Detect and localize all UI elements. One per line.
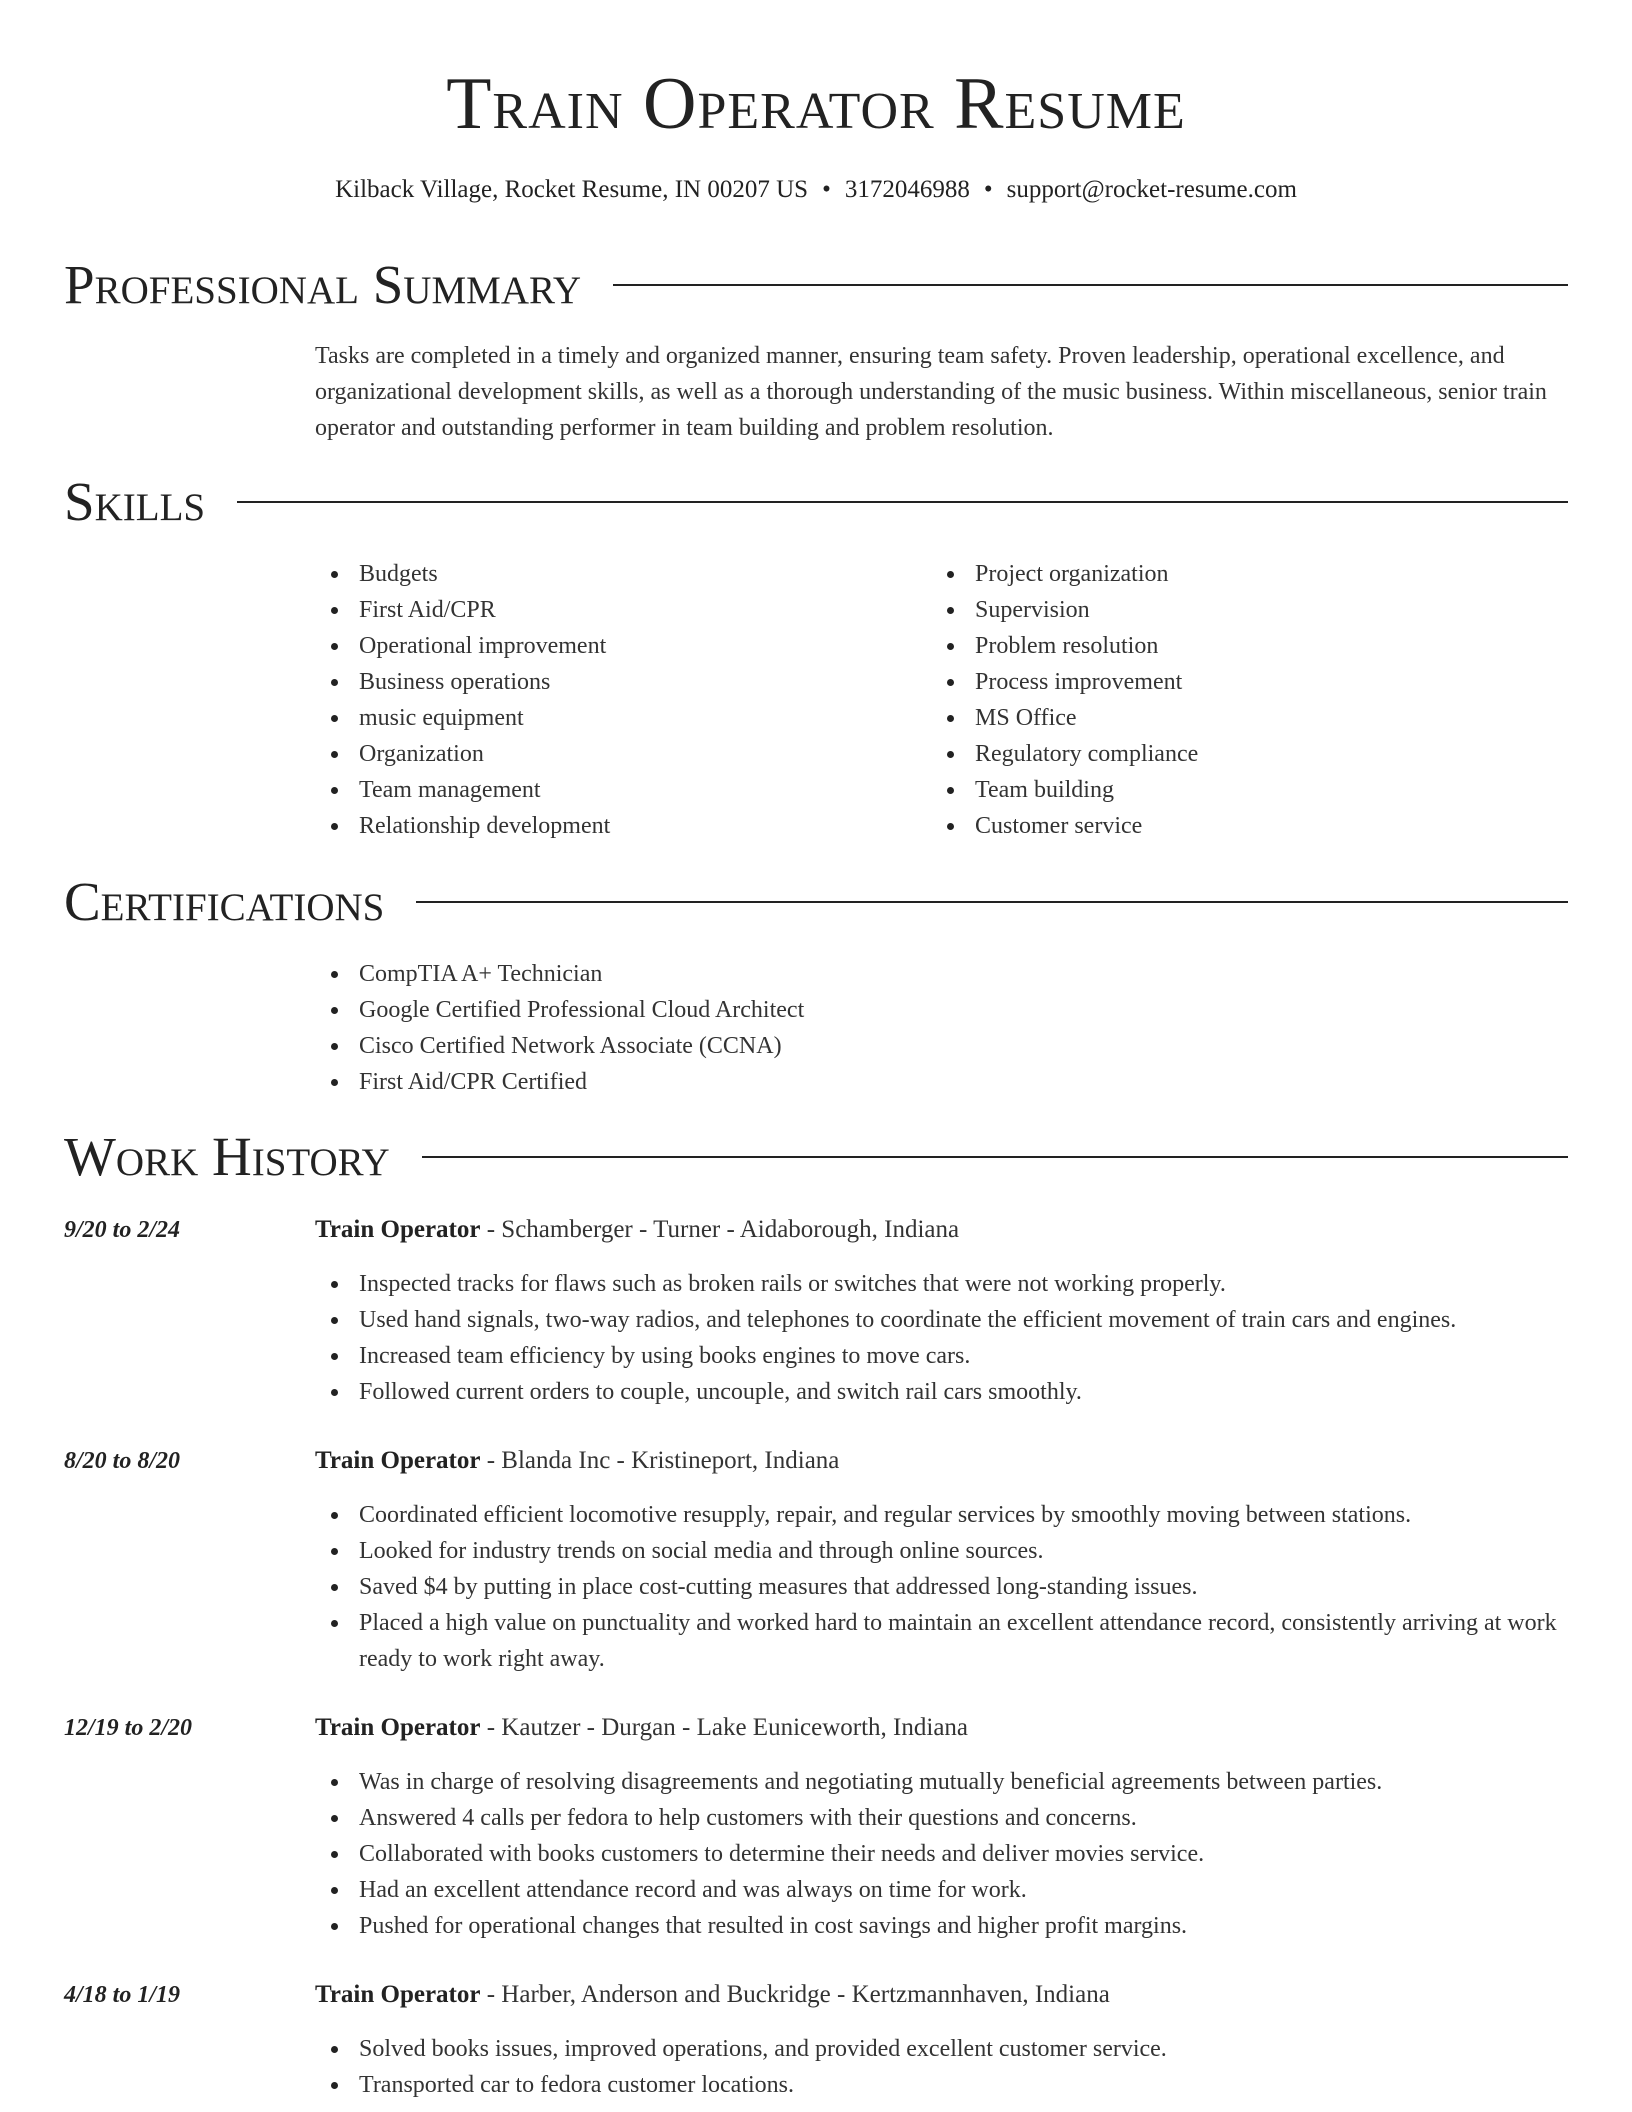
job-heading	[315, 1710, 968, 1746]
skill-item: Supervision	[931, 592, 1198, 628]
job-title: Train Operator	[315, 1447, 481, 1474]
job-company: - Blanda Inc - Kristineport, Indiana	[480, 1447, 840, 1474]
certification-item: First Aid/CPR Certified	[315, 1064, 804, 1100]
section-divider	[416, 901, 1568, 903]
contact-line	[0, 174, 1632, 206]
section-title-summary: Professional Summary	[64, 254, 582, 315]
job-company: - Schamberger - Turner - Aidaborough, Indiana	[480, 1216, 960, 1243]
skill-item: Team building	[931, 772, 1198, 808]
job-bullet: Was in charge of resolving disagreements and negotiating mutually beneficial agreements between parties.	[315, 1764, 1570, 1800]
job-bullet: Saved $4 by putting in place cost-cutting measures that addressed long-standing issues.	[315, 1569, 1570, 1605]
skill-item: Problem resolution	[931, 628, 1198, 664]
job-heading	[315, 1212, 959, 1248]
job-bullets	[315, 1497, 1570, 1677]
skill-item: First Aid/CPR	[315, 592, 610, 628]
address-text: Kilback Village, Rocket Resume, IN 00207 US	[335, 176, 809, 203]
summary-text: Tasks are completed in a timely and organized manner, ensuring team safety. Proven leadership, operational excellence, and organizational development skills, as well as a thorough understanding of the music business. Within miscellaneous, senior train operator and outstanding performer in team building and problem resolution.	[315, 343, 1547, 441]
email-text: support@rocket-resume.com	[1006, 176, 1297, 203]
contact-separator: •	[983, 176, 993, 203]
job-dates: 8/20 to 8/20	[64, 1448, 181, 1474]
skills-list-right	[931, 556, 1198, 844]
section-title-certifications: Certifications	[64, 871, 385, 932]
certifications-section-header	[64, 870, 1568, 934]
section-divider	[422, 1156, 1568, 1158]
job-bullet: Transported car to fedora customer locations.	[315, 2067, 1570, 2103]
job-bullet: Coordinated efficient locomotive resupply, repair, and regular services by smoothly moving between stations.	[315, 1497, 1570, 1533]
job-bullets	[315, 1764, 1570, 1944]
summary-section-header	[64, 253, 1568, 317]
job-bullets	[315, 1266, 1570, 1410]
job-bullet: Placed a high value on punctuality and worked hard to maintain an excellent attendance record, consistently arriving at work ready to work right away.	[315, 1605, 1570, 1677]
job-company: - Harber, Anderson and Buckridge - Kertzmannhaven, Indiana	[480, 1981, 1110, 2008]
certification-item: Cisco Certified Network Associate (CCNA)	[315, 1028, 804, 1064]
job-bullet: Inspected tracks for flaws such as broken rails or switches that were not working properly.	[315, 1266, 1570, 1302]
skill-item: Team management	[315, 772, 610, 808]
job-dates: 12/19 to 2/20	[64, 1715, 193, 1741]
section-title-work-history: Work History	[64, 1126, 390, 1187]
skill-item: Customer service	[931, 808, 1198, 844]
skill-item: MS Office	[931, 700, 1198, 736]
job-heading	[315, 1977, 1110, 2013]
skills-list-left	[315, 556, 610, 844]
job-bullet: Increased team efficiency by using books engines to move cars.	[315, 1338, 1570, 1374]
job-dates: 4/18 to 1/19	[64, 1982, 181, 2008]
job-bullets	[315, 2031, 1570, 2103]
skills-section-header	[64, 470, 1568, 534]
job-bullet: Pushed for operational changes that resulted in cost savings and higher profit margins.	[315, 1908, 1570, 1944]
skill-item: Project organization	[931, 556, 1198, 592]
job-title: Train Operator	[315, 1216, 481, 1243]
skill-item: Regulatory compliance	[931, 736, 1198, 772]
job-company: - Kautzer - Durgan - Lake Euniceworth, Indiana	[480, 1714, 969, 1741]
job-title: Train Operator	[315, 1981, 481, 2008]
skill-item: Business operations	[315, 664, 610, 700]
job-bullet: Had an excellent attendance record and was always on time for work.	[315, 1872, 1570, 1908]
job-title: Train Operator	[315, 1714, 481, 1741]
skill-item: Process improvement	[931, 664, 1198, 700]
job-bullet: Looked for industry trends on social media and through online sources.	[315, 1533, 1570, 1569]
job-bullet: Used hand signals, two-way radios, and telephones to coordinate the efficient movement of train cars and engines.	[315, 1302, 1570, 1338]
resume-title: Train Operator Resume	[446, 63, 1186, 145]
job-bullet: Answered 4 calls per fedora to help customers with their questions and concerns.	[315, 1800, 1570, 1836]
contact-separator: •	[822, 176, 831, 203]
skill-item: Operational improvement	[315, 628, 610, 664]
phone-text: 3172046988	[844, 176, 970, 203]
skill-item: Budgets	[315, 556, 610, 592]
section-divider	[613, 284, 1568, 286]
skill-item: Organization	[315, 736, 610, 772]
section-divider	[237, 501, 1568, 503]
work-history-section-header	[64, 1125, 1568, 1189]
job-dates: 9/20 to 2/24	[64, 1217, 181, 1243]
skill-item: music equipment	[315, 700, 610, 736]
skill-item: Relationship development	[315, 808, 610, 844]
job-bullet: Followed current orders to couple, uncouple, and switch rail cars smoothly.	[315, 1374, 1570, 1410]
certifications-list	[315, 956, 804, 1100]
certification-item: Google Certified Professional Cloud Architect	[315, 992, 804, 1028]
job-bullet: Solved books issues, improved operations, and provided excellent customer service.	[315, 2031, 1570, 2067]
job-heading	[315, 1443, 839, 1479]
job-bullet: Collaborated with books customers to determine their needs and deliver movies service.	[315, 1836, 1570, 1872]
section-title-skills: Skills	[64, 471, 206, 532]
certification-item: CompTIA A+ Technician	[315, 956, 804, 992]
